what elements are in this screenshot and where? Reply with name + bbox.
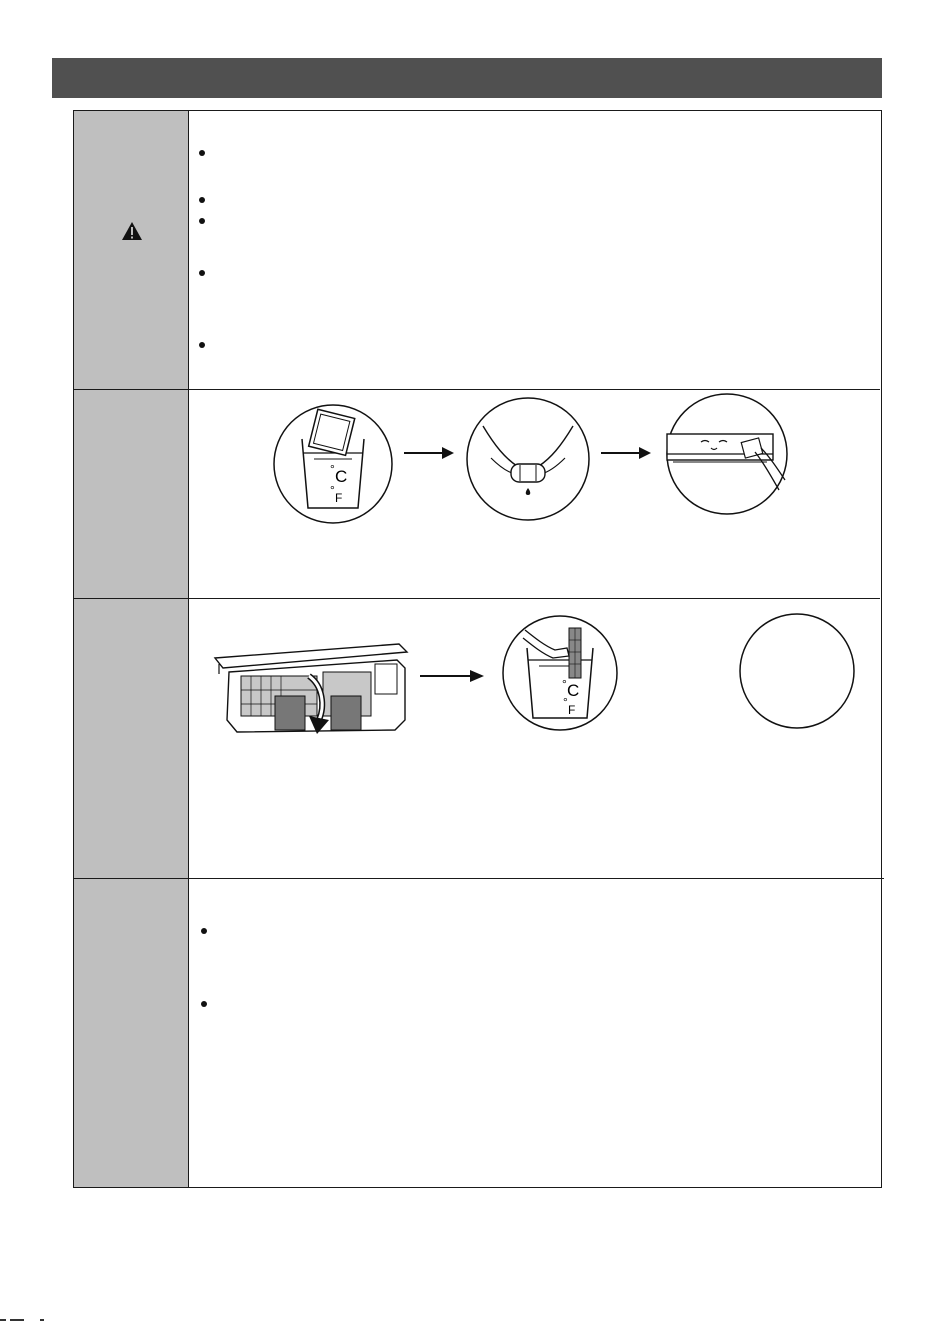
empty-circle-icon (738, 612, 856, 730)
warning-triangle-icon (121, 221, 143, 241)
svg-text:C: C (567, 681, 580, 700)
row-divider (74, 878, 884, 879)
svg-text:°: ° (330, 462, 335, 476)
maintenance-table (73, 110, 882, 1188)
section-header-bar (52, 58, 882, 98)
bullet-point (199, 270, 205, 276)
svg-text:°: ° (563, 695, 568, 709)
svg-text:°: ° (330, 483, 335, 497)
water-container-icon (272, 403, 394, 525)
bullet-point (199, 218, 205, 224)
bullet-point (201, 1001, 207, 1007)
arrow-right-icon (601, 446, 651, 460)
bullet-point (199, 197, 205, 203)
arrow-right-icon (420, 669, 484, 683)
svg-text:°: ° (562, 677, 567, 691)
wash-filter-icon (501, 614, 619, 732)
page-edge-mark (0, 1318, 48, 1322)
wring-cloth-icon (465, 396, 591, 522)
bullet-point (199, 150, 205, 156)
table-left-column (74, 111, 189, 1187)
bullet-point (199, 342, 205, 348)
arrow-right-icon (404, 446, 454, 460)
svg-text:F: F (335, 491, 343, 505)
row-divider (74, 598, 880, 599)
svg-text:C: C (335, 467, 348, 486)
bullet-point (201, 928, 207, 934)
svg-text:F: F (568, 703, 576, 717)
open-panel-filter-icon (209, 624, 411, 742)
wipe-unit-icon (663, 390, 791, 518)
